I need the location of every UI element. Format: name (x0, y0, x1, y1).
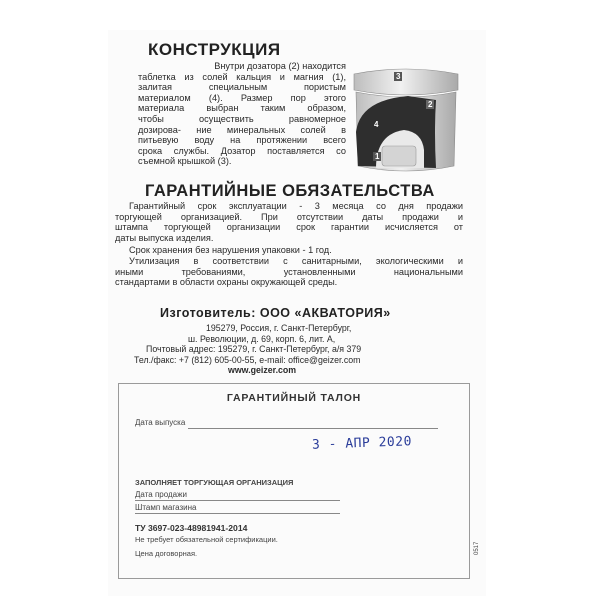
text-line: залитая специальным пористым (138, 82, 346, 93)
text-line: 195279, Россия, г. Санкт-Петербург, (206, 323, 352, 333)
label-3: 3 (396, 72, 401, 81)
website: www.geizer.com (228, 365, 297, 376)
text-line: таблетка из солей кальция и магния (1), (138, 71, 346, 82)
shop-stamp-label: Штамп магазина (135, 503, 197, 512)
sale-date-label: Дата продажи (135, 490, 187, 499)
text-line: питьевую воду на протяжении всего (138, 135, 346, 146)
text-line: Гарантийный срок эксплуатации - 3 месяца со дня продажи (129, 201, 463, 211)
text-line: съемной крышкой (3). (138, 156, 232, 167)
text-line: торгующей организацией. При отсутствии даты продажи и (115, 211, 463, 222)
manufacturer-address (118, 323, 468, 376)
side-code: 0517 (474, 541, 480, 555)
label-1: 1 (375, 152, 380, 161)
text-line: материалом (4). Размер пор этого (138, 92, 346, 103)
text-line: Почтовый адрес: 195279, г. Санкт-Петербург, а/я 379 (146, 344, 362, 355)
text-line: Внутри дозатора (2) находится (214, 61, 346, 71)
text-line: Тел./факс: +7 (812) 605-00-55, e-mail: office@geizer.com (134, 354, 361, 365)
release-date-stamp: 3 - АПР 2020 (311, 434, 413, 453)
release-date-line (188, 428, 438, 429)
text-line: стандартами в области охраны окружающей среды. (115, 277, 338, 288)
text-line: Срок хранения без нарушения упаковки - 1 год. (129, 245, 332, 256)
text-line: ш. Революции, д. 69, корп. 6, лит. А, (188, 333, 336, 344)
text-line: срока службы. Дозатор поставляется со (138, 145, 346, 156)
sale-date-line (135, 500, 340, 501)
text-line: дозирова- ние минеральных солей в (138, 124, 346, 135)
trade-org-label: ЗАПОЛНЯЕТ ТОРГУЮЩАЯ ОРГАНИЗАЦИЯ (135, 478, 294, 487)
manufacturer-title: Изготовитель: ООО «АКВАТОРИЯ» (160, 306, 391, 320)
text-line: чтобы осуществить равномерное (138, 113, 346, 124)
warranty-text (115, 201, 463, 288)
release-date-label: Дата выпуска (135, 418, 186, 427)
text-line: штампа торгующей организации срок гарантии исчисляется от (115, 222, 463, 233)
price-note: Цена договорная. (135, 549, 198, 558)
label-4: 4 (374, 120, 379, 129)
text-line: даты выпуска изделия. (115, 232, 214, 243)
label-2: 2 (428, 100, 433, 109)
text-line: иными требованиями, установленными национальными (115, 266, 463, 277)
dispenser-illustration (350, 60, 462, 178)
text-line: Утилизация в соответствии с санитарными, экологическими и (129, 255, 463, 266)
construction-text (138, 61, 346, 167)
warranty-title: ГАРАНТИЙНЫЕ ОБЯЗАТЕЛЬСТВА (145, 182, 435, 200)
construction-title: КОНСТРУКЦИЯ (148, 40, 281, 59)
text-line: материала выбран таким образом, (138, 103, 346, 114)
shop-stamp-line (135, 513, 340, 514)
coupon-title: ГАРАНТИЙНЫЙ ТАЛОН (226, 392, 362, 404)
certification-note: Не требует обязательной сертификации. (135, 535, 278, 544)
tu-code: ТУ 3697-023-48981941-2014 (135, 523, 248, 533)
